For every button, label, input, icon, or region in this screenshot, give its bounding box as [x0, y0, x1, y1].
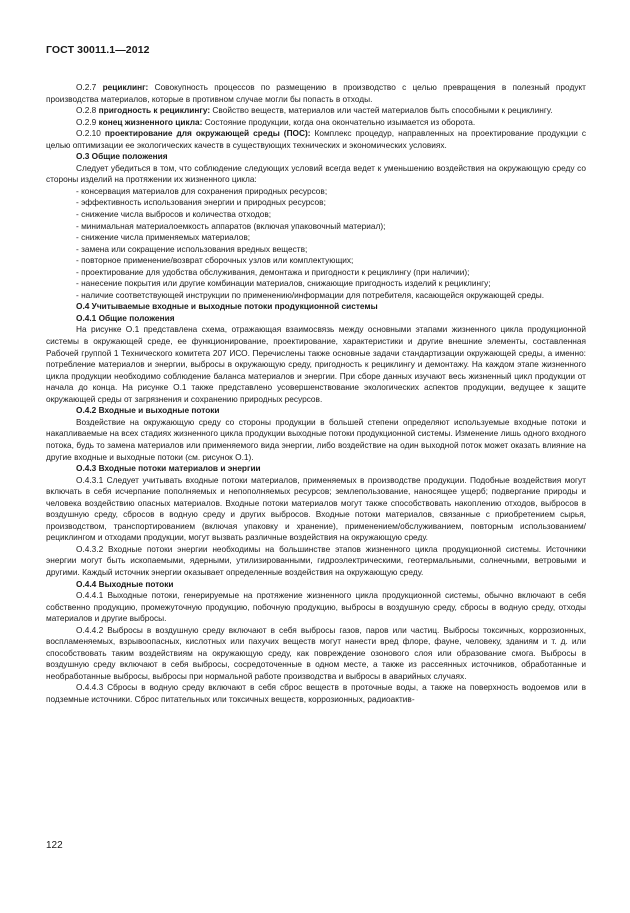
list-item: - наличие соответствующей инструкции по применению/информации для потребителя, касающейся окружающей среды.	[76, 289, 545, 300]
term-text: Свойство веществ, материалов или частей материалов быть способными к рециклингу.	[210, 105, 553, 116]
paragraph: О.4.3.2 Входные потоки энергии необходимы на большинстве этапов жизненного цикла продукционной системы. Источники энергии могут быть ископаемыми, ядерными, утилизированными, гидроэлектрическими, геотермальными, солнечными, ветровыми и другими. Каждый источник энергии оказывает определенные воздействия на окружающую среду.	[46, 543, 586, 577]
term-definition	[46, 82, 586, 105]
list-item: - проектирование для удобства обслуживания, демонтажа и пригодности к рециклингу (при наличии);	[76, 266, 470, 277]
section-heading: О.4 Учитываемые входные и выходные потоки продукционной системы	[76, 301, 378, 312]
term-name: конец жизненного цикла:	[98, 116, 203, 127]
paragraph: О.4.3.1 Следует учитывать входные потоки материалов, применяемых в производстве продукции. Подобные воздействия могут включать в себя исчерпание пополняемых и непополняемых ресурсов; землепользование, наносящее ущерб; подвергание природы и человека воздействию опасных материалов. Входные потоки материалов могут также способствовать накоплению отходов, выбросов в воздушную среду, сбросов в водную среду и других выбросов. Входные потоки материалов, связанные с приобретением сырья, производством, транспортированием (включая упаковку и хранение), применением/обслуживанием, повторным использованием/ рециклингом и отходами продукции, могут вызвать различные воздействия на окружающую среду.	[46, 474, 586, 543]
term-name: рециклинг:	[102, 82, 149, 92]
list-item: - минимальная материалоемкость аппаратов (включая упаковочный материал);	[76, 220, 386, 231]
paragraph: О.4.4.3 Сбросы в водную среду включают в себя сброс веществ в проточные воды, а также на поверхность водоемов или в подземные источники. Сброс питательных или токсичных веществ, коррозионных, радиоактив-	[46, 682, 586, 704]
term-definition	[46, 117, 586, 129]
paragraph: Следует убедиться в том, что соблюдение следующих условий всегда ведет к уменьшению воздействия на окружающую среду со стороны изделий на протяжении их жизненного цикла:	[46, 162, 586, 185]
list-item: - повторное применение/возврат сборочных узлов или комплектующих;	[76, 255, 354, 266]
document-body	[46, 82, 586, 706]
list-item: - консервация материалов для сохранения природных ресурсов;	[76, 185, 328, 196]
term-text: Совокупность процессов по размещению в производство с целью превращения в полезный продукт производства материалов, которые в противном случае могли бы попасть в отходы.	[46, 82, 586, 104]
section-heading: О.4.4 Выходные потоки	[76, 578, 174, 589]
term-name: проектирование для окружающей среды (ПОС):	[104, 128, 311, 139]
term-text: Комплекс процедур, направленных на проектирование продукции с целью оптимизации ее экологических качеств в существующих технических и экономических условиях.	[46, 128, 586, 150]
paragraph: Воздействие на окружающую среду со стороны продукции в большей степени определяют используемые входные потоки и накапливаемые на всех стадиях жизненного цикла продукции выходные потоки продукционной системы. Изменение лишь одного входного потока, будь то замена материалов или применяемого вида энергии, либо воздействие на один выходной поток может оказать влияние на другие входные и выходные потоки (см. рисунок О.1).	[46, 416, 586, 462]
paragraph: На рисунке О.1 представлена схема, отражающая взаимосвязь между основными этапами жизненного цикла продукционной системы в окружающей среде, ее функционирование, проектирование, характеристики и другие внешние элементы, составленная Рабочей группой 1 Технического комитета 207 ИСО. Перечислены также основные задачи стандартизации окружающей среды, а именно: потребление материалов и энергии, выбросы в окружающую среду, пригодность к рециклингу и демонтажу. На каждом этапе жизненного цикла продукции необходимо соблюдение баланса материалов и энергии. При сборе данных изучают весь жизненный цикл продукции от начала до конца. На рисунке О.1 также представлено усовершенствование экологических аспектов продукции, ведущее к защите окружающей среды от загрязнения и сохранению природных ресурсов.	[46, 324, 586, 404]
term-number: О.2.10	[76, 128, 105, 139]
section-heading: О.4.3 Входные потоки материалов и энергии	[76, 463, 261, 474]
section-heading: О.4.2 Входные и выходные потоки	[76, 405, 220, 416]
list-item: - нанесение покрытия или другие комбинации материалов, снижающие пригодность изделий к рециклингу;	[76, 278, 491, 289]
term-name: пригодность к рециклингу:	[98, 105, 211, 116]
term-number: О.2.7	[76, 82, 103, 92]
term-text: Состояние продукции, когда она окончательно изымается из оборота.	[202, 116, 476, 127]
list-item: - снижение числа выбросов и количества отходов;	[76, 209, 272, 220]
paragraph: О.4.4.2 Выбросы в воздушную среду включают в себя выбросы газов, паров или частиц. Выбросы токсичных, коррозионных, воспламеняемых, взрывоопасных, кислотных или пахучих веществ могут нанести вред флоре, фауне, человеку, зданиям и т. д. или способствовать таким воздействиям на окружающую среду, как повреждение озонового слоя или образование смога. Выбросы в воздушную среду включают в себя выбросы, сосредоточенные в одном месте, а также из рассеянных источников, обработанные и необработанные выбросы, выбросы при нормальной работе производства и выбросы в аварийных случаях.	[46, 624, 586, 681]
page-number: 122	[46, 840, 63, 851]
term-definition	[46, 105, 586, 117]
document-header: ГОСТ 30011.1—2012	[46, 44, 150, 56]
term-number: О.2.8	[76, 105, 99, 116]
paragraph: О.4.4.1 Выходные потоки, генерируемые на протяжение жизненного цикла продукционной системы, обычно включают в себя собственно продукцию, промежуточную продукцию, побочную продукцию, выбросы в воздушную среду, сбросы в водную среду, отходы материалов и другие выбросы.	[46, 590, 586, 624]
term-number: О.2.9	[76, 116, 99, 127]
section-heading: О.4.1 Общие положения	[76, 312, 175, 323]
section-heading: О.3 Общие положения	[76, 151, 168, 162]
term-definition	[46, 128, 586, 151]
list-item: - эффективность использования энергии и природных ресурсов;	[76, 197, 326, 208]
list-item: - замена или сокращение использования вредных веществ;	[76, 243, 308, 254]
list-item: - снижение числа применяемых материалов;	[76, 232, 251, 243]
